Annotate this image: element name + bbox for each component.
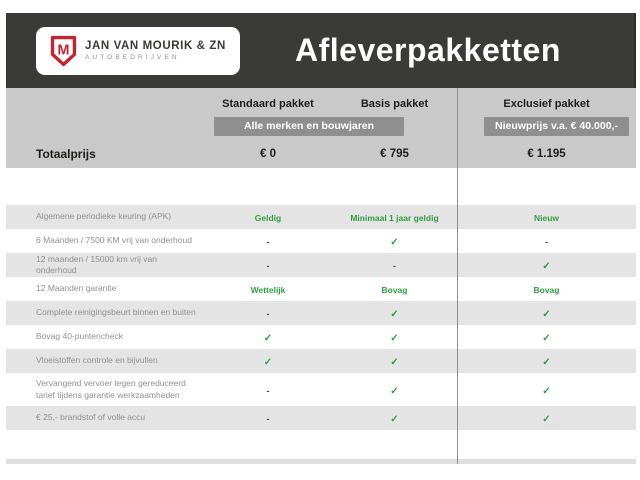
new-price-badge: Nieuwprijs v.a. € 40.000,-	[484, 117, 629, 136]
value-standaard	[204, 381, 332, 399]
table-row	[6, 406, 636, 430]
column-title-exclusief: Exclusief pakket	[503, 98, 590, 110]
dash-icon: -	[545, 237, 548, 247]
check-icon: ✓	[542, 414, 551, 425]
feature-label: Algemene periodieke keuring (APK)	[36, 211, 172, 222]
exclusief-column-divider	[457, 88, 458, 464]
header-gap	[6, 168, 636, 205]
feature-label: Vervangend vervoer tegen gereduceerd tarief tijdens garantie werkzaamheden	[36, 378, 186, 400]
check-icon: ✓	[542, 261, 551, 272]
check-icon: ✓	[390, 237, 399, 248]
check-icon: ✓	[542, 309, 551, 320]
header-bar	[6, 13, 636, 88]
column-title-basis: Basis pakket	[360, 98, 429, 110]
value-exclusief	[457, 304, 636, 322]
value-standaard	[204, 280, 332, 298]
table-row	[6, 229, 636, 253]
dash-icon: -	[266, 385, 270, 396]
brand-subtitle: AUTOBEDRIJVEN	[85, 54, 180, 61]
table-row	[6, 301, 636, 325]
package-header	[6, 88, 636, 168]
value-basis	[332, 328, 457, 346]
check-icon: ✓	[390, 333, 399, 344]
value-standaard	[204, 352, 332, 370]
value-text: Bovag	[381, 285, 408, 295]
table-row	[6, 277, 636, 301]
value-exclusief	[457, 280, 636, 298]
value-exclusief	[457, 256, 636, 274]
company-logo	[36, 27, 240, 75]
total-basis: € 795	[380, 148, 409, 160]
column-title-standaard: Standaard pakket	[222, 98, 314, 110]
value-basis	[332, 256, 457, 274]
check-icon: ✓	[390, 309, 399, 320]
total-price-row	[6, 147, 636, 161]
value-basis	[332, 304, 457, 322]
check-icon: ✓	[263, 333, 273, 344]
check-icon: ✓	[263, 357, 273, 368]
value-basis	[332, 381, 457, 399]
dash-icon: -	[393, 261, 396, 271]
table-row	[6, 349, 636, 373]
bottom-spacer	[6, 430, 636, 459]
check-icon: ✓	[390, 414, 399, 425]
table-row	[6, 325, 636, 349]
feature-label: € 25,- brandstof of volle accu	[36, 412, 146, 423]
check-icon: ✓	[542, 333, 551, 344]
total-price-label: Totaalprijs	[36, 147, 96, 161]
package-title-row	[6, 98, 636, 110]
logo-monogram: M	[57, 41, 70, 58]
feature-label: Vloeistoffen controle en bijvullen	[36, 355, 158, 366]
brand-text	[85, 40, 226, 61]
total-standaard: € 0	[260, 148, 276, 160]
brand-name: JAN VAN MOURIK & ZN	[85, 40, 226, 52]
feature-label: Complete reinigingsbeurt binnen en buiten	[36, 307, 196, 318]
dash-icon: -	[266, 414, 270, 424]
feature-label: Bovag 40-puntencheck	[36, 331, 123, 342]
check-icon: ✓	[542, 357, 551, 368]
dash-icon: -	[266, 237, 270, 247]
value-exclusief	[457, 232, 636, 250]
value-text: Wettelijk	[250, 285, 286, 295]
feature-label: 6 Maanden / 7500 KM vrij van onderhoud	[36, 235, 192, 246]
value-text: Geldig	[254, 213, 282, 223]
value-exclusief	[457, 352, 636, 370]
value-standaard	[204, 256, 332, 274]
check-icon: ✓	[542, 385, 551, 397]
value-standaard	[204, 328, 332, 346]
page	[6, 13, 636, 464]
value-standaard	[204, 232, 332, 250]
value-exclusief	[457, 208, 636, 226]
check-icon: ✓	[390, 357, 399, 368]
table-row	[6, 373, 636, 406]
shield-m-icon	[50, 35, 77, 67]
feature-label: 12 maanden / 15000 km vrij van onderhoud	[36, 253, 157, 275]
value-text: Minimaal 1 jaar geldig	[350, 213, 439, 223]
value-exclusief	[457, 381, 636, 399]
page-title: Afleverpakketten	[295, 32, 561, 68]
value-standaard	[204, 409, 332, 427]
feature-label: 12 Maanden garantie	[36, 283, 117, 294]
value-text: Bovag	[533, 285, 560, 295]
value-basis	[332, 280, 457, 298]
package-table	[6, 88, 636, 464]
feature-rows	[6, 205, 636, 430]
value-standaard	[204, 208, 332, 226]
total-exclusief: € 1.195	[527, 148, 566, 160]
table-bottom-border	[6, 459, 636, 464]
value-basis	[332, 409, 457, 427]
value-basis	[332, 352, 457, 370]
dash-icon: -	[266, 261, 270, 271]
dash-icon: -	[266, 309, 270, 319]
all-brands-badge: Alle merken en bouwjaren	[214, 117, 404, 136]
value-exclusief	[457, 328, 636, 346]
table-row	[6, 205, 636, 229]
value-exclusief	[457, 409, 636, 427]
table-row	[6, 253, 636, 277]
value-standaard	[204, 304, 332, 322]
value-text: Nieuw	[533, 213, 560, 223]
value-basis	[332, 208, 457, 226]
check-icon: ✓	[390, 385, 399, 397]
value-basis	[332, 232, 457, 250]
badge-row	[6, 117, 636, 136]
